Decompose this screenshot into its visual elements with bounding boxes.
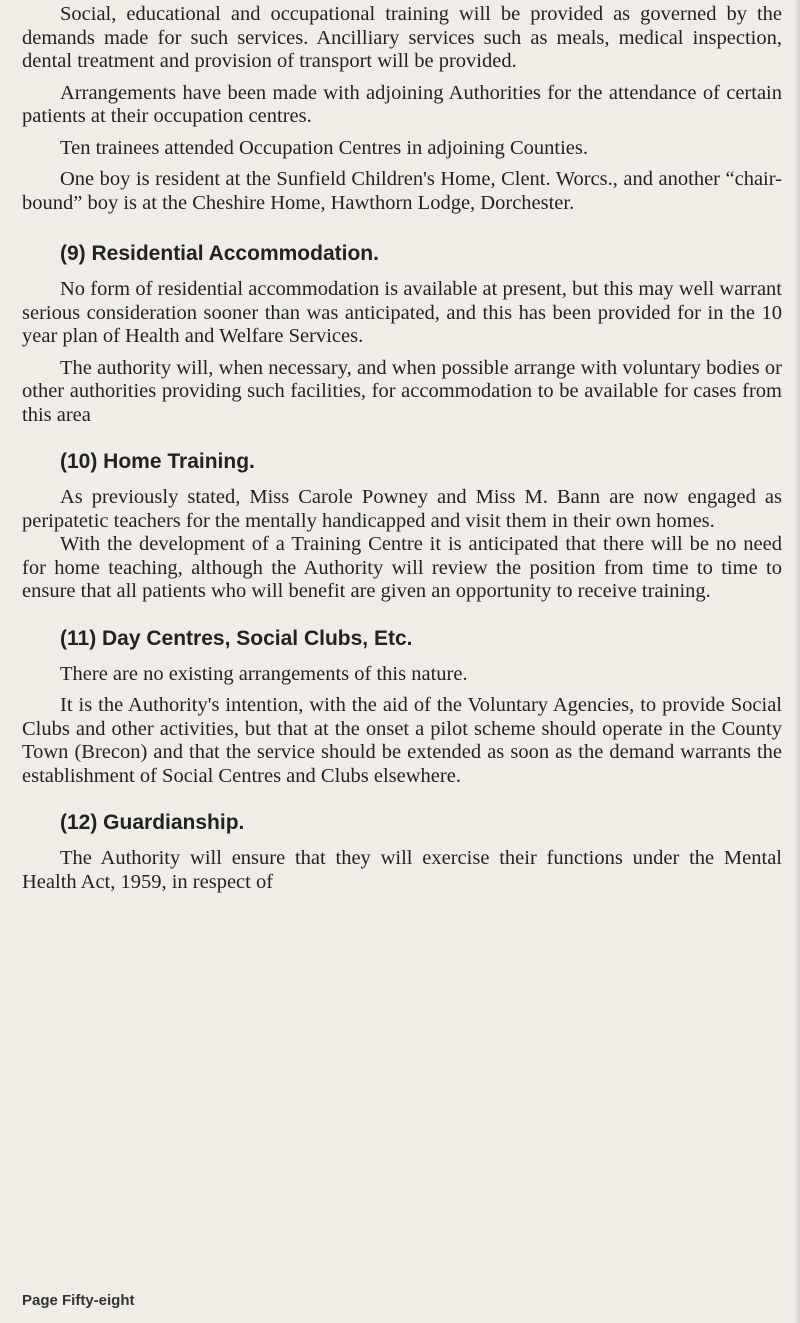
intro-paragraph-training: Social, educational and occupational training will be provided as governed by the demands made for such services. Ancilliary services such as meals, medical inspection, dental treatment and provision of transport will be provided. <box>22 3 782 72</box>
section-paragraph: The Authority will ensure that they will exercise their functions under the Mental Health Act, 1959, in respect of <box>22 847 782 893</box>
section-heading: (11) Day Centres, Social Clubs, Etc. <box>60 626 413 650</box>
section-paragraph: No form of residential accommodation is available at present, but this may well warrant serious consideration sooner than was anticipated, and this has been provided for in the 10 year plan of Health and Welfare Services. <box>22 278 782 347</box>
section-guardianship <box>22 810 782 894</box>
section-heading: (10) Home Training. <box>60 450 255 473</box>
section-paragraph: With the development of a Training Centre it is anticipated that there will be no need for home teaching, although the Authority will review the position from time to time to ensure that all patients who will benefit are given an opportunity to receive training. <box>22 533 782 602</box>
section-heading: (12) Guardianship. <box>60 811 245 834</box>
section-residential-accommodation <box>22 241 782 427</box>
section-paragraph: As previously stated, Miss Carole Powney and Miss M. Bann are now engaged as peripatetic teachers for the mentally handicapped and visit them in their own homes. <box>22 486 782 532</box>
page-number-label: Page Fifty-eight <box>22 1292 135 1309</box>
intro-paragraph-residents: One boy is resident at the Sunfield Children's Home, Clent. Worcs., and another “chair-bound” boy is at the Cheshire Home, Hawthorn Lodge, Dorchester. <box>22 168 782 214</box>
section-home-training <box>22 449 782 604</box>
section-day-centres <box>22 626 782 789</box>
section-paragraph: It is the Authority's intention, with the aid of the Voluntary Agencies, to provide Social Clubs and other activities, but that at the onset a pilot scheme should operate in the County Town (Brecon) and that the service should be extended as soon as the demand warrants the establishment of Social Centres and Clubs elsewhere. <box>22 694 782 787</box>
section-heading: (9) Residential Accommodation. <box>60 242 379 265</box>
page-edge-shadow <box>794 0 800 1323</box>
intro-paragraph-arrangements: Arrangements have been made with adjoining Authorities for the attendance of certain patients at their occupation centres. <box>22 81 782 127</box>
section-paragraph: The authority will, when necessary, and when possible arrange with voluntary bodies or other authorities providing such facilities, for accommodation to be available for cases from this area <box>22 356 782 426</box>
section-paragraph: There are no existing arrangements of this nature. <box>60 662 468 685</box>
intro-paragraph-trainees: Ten trainees attended Occupation Centres in adjoining Counties. <box>60 136 589 159</box>
